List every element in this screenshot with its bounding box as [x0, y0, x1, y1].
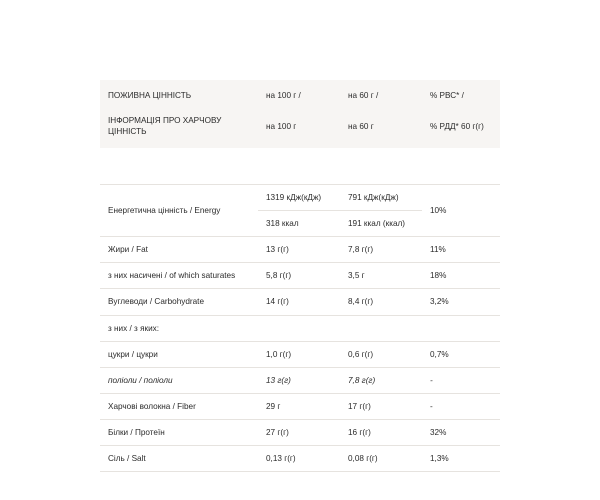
row-label-polyols: поліоли / поліоли [100, 367, 258, 393]
row-label-protein: Білки / Протеїн [100, 419, 258, 445]
header-per60-secondary: на 60 г [340, 109, 422, 148]
row-rda-polyols: - [422, 367, 500, 393]
energy-per100-kj: 1319 кДж(кДж) [266, 193, 322, 203]
table-row [100, 237, 500, 263]
table-row [100, 341, 500, 367]
table-row [100, 445, 500, 471]
row-rda-carbohydrate: 3,2% [422, 289, 500, 315]
table-row [100, 80, 500, 109]
row-label-fiber: Харчові волокна / Fiber [100, 393, 258, 419]
table-row [100, 263, 500, 289]
header-rda-uk: % РВС* / [422, 80, 500, 109]
row-per60-energy [340, 185, 422, 237]
row-per60-protein: 16 г(г) [340, 419, 422, 445]
energy-per60-kj: 791 кДж(кДж) [348, 193, 399, 203]
header-per60-uk: на 60 г / [340, 80, 422, 109]
row-rda-saturates: 18% [422, 263, 500, 289]
spacer-row [100, 148, 500, 184]
row-label-energy-text: Енергетична цінність / Energy [108, 206, 221, 216]
row-rda-sugars: 0,7% [422, 341, 500, 367]
row-per60-polyols: 7,8 г(г) [340, 367, 422, 393]
row-per60-of-which [340, 315, 422, 341]
table-row [100, 315, 500, 341]
row-per100-fiber: 29 г [258, 393, 340, 419]
row-per100-of-which [258, 315, 340, 341]
row-per100-energy [258, 185, 340, 237]
row-per60-fat: 7,8 г(г) [340, 237, 422, 263]
row-label-carbohydrate: Вуглеводи / Carbohydrate [100, 289, 258, 315]
table-row [100, 109, 500, 148]
row-per100-carbohydrate: 14 г(г) [258, 289, 340, 315]
row-label-energy [100, 185, 258, 237]
row-per100-fat: 13 г(г) [258, 237, 340, 263]
row-rda-salt: 1,3% [422, 445, 500, 471]
row-label-saturates: з них насичені / of which saturates [100, 263, 258, 289]
nutrition-header-table [100, 80, 500, 148]
row-rda-of-which [422, 315, 500, 341]
row-rda-fat: 11% [422, 237, 500, 263]
header-label-secondary: ІНФОРМАЦІЯ ПРО ХАРЧОВУ ЦІННІСТЬ [100, 109, 258, 148]
row-per100-saturates: 5,8 г(г) [258, 263, 340, 289]
header-rda-secondary: % РДД* 60 г(г) [422, 109, 500, 148]
row-label-salt: Сіль / Salt [100, 445, 258, 471]
row-per60-fiber: 17 г(г) [340, 393, 422, 419]
table-row [100, 367, 500, 393]
energy-per100-kcal: 318 ккал [258, 210, 340, 236]
row-label-of-which: з них / з яких: [100, 315, 258, 341]
spacer-table [100, 148, 500, 184]
row-rda-protein: 32% [422, 419, 500, 445]
header-per100-secondary: на 100 г [258, 109, 340, 148]
table-row [100, 393, 500, 419]
row-per100-protein: 27 г(г) [258, 419, 340, 445]
row-per100-salt: 0,13 г(г) [258, 445, 340, 471]
row-per60-sugars: 0,6 г(г) [340, 341, 422, 367]
row-rda-fiber: - [422, 393, 500, 419]
header-per100-uk: на 100 г / [258, 80, 340, 109]
table-row [100, 289, 500, 315]
table-row [100, 419, 500, 445]
row-label-fat: Жири / Fat [100, 237, 258, 263]
row-per100-sugars: 1,0 г(г) [258, 341, 340, 367]
row-per100-polyols: 13 г(г) [258, 367, 340, 393]
row-rda-energy: 10% [422, 185, 500, 237]
row-per60-carbohydrate: 8,4 г(г) [340, 289, 422, 315]
row-per60-saturates: 3,5 г [340, 263, 422, 289]
header-label-uk: ПОЖИВНА ЦІННІСТЬ [100, 80, 258, 109]
table-row-energy [100, 185, 500, 237]
nutrition-information-panel [100, 80, 500, 472]
energy-per60-kcal: 191 ккал (ккал) [340, 210, 422, 236]
row-per60-salt: 0,08 г(г) [340, 445, 422, 471]
row-label-sugars: цукри / цукри [100, 341, 258, 367]
nutrition-values-table [100, 184, 500, 472]
